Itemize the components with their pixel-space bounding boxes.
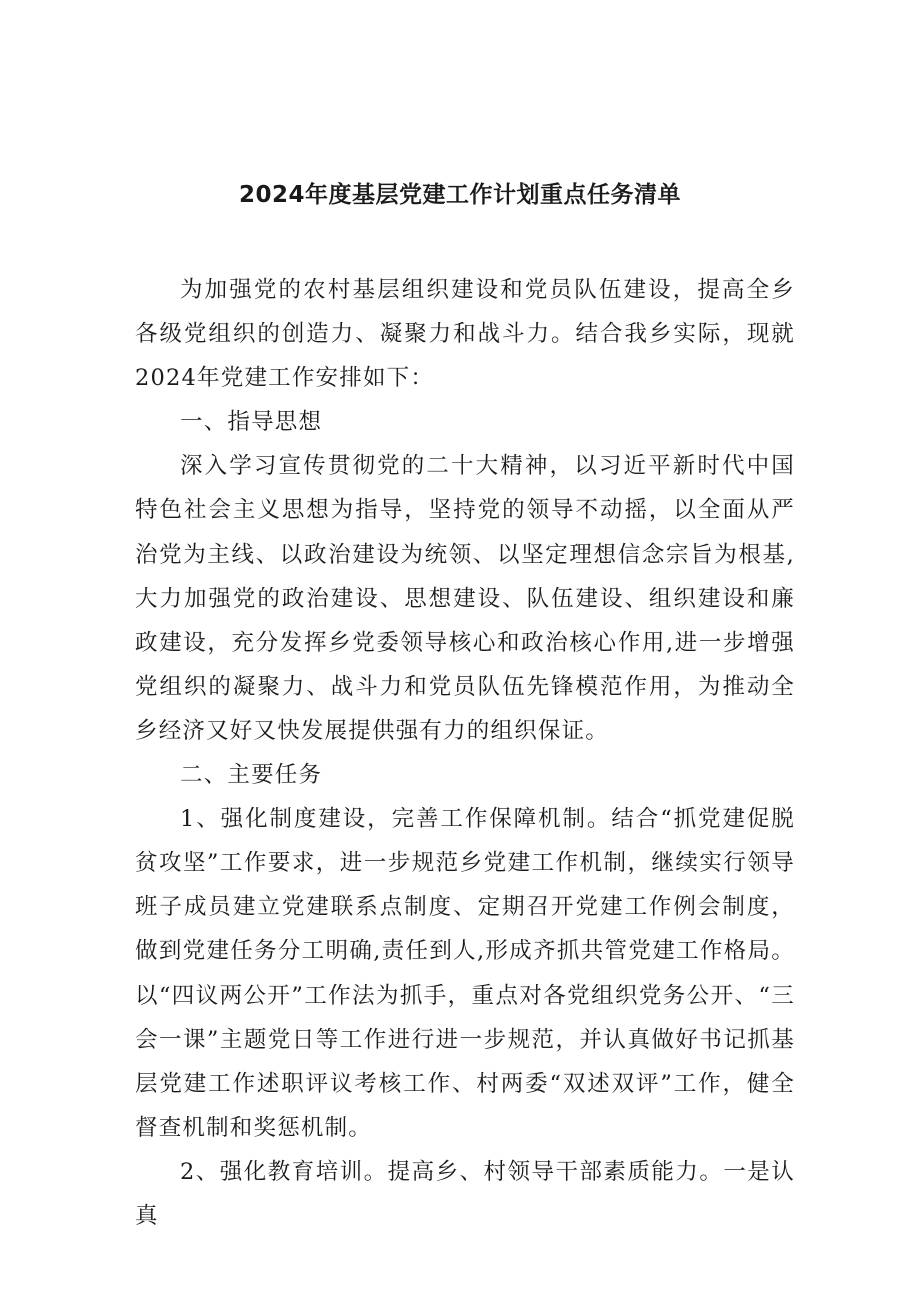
document-title: 2024年度基层党建工作计划重点任务清单 xyxy=(238,182,681,208)
document-body xyxy=(135,268,795,1238)
task-1-paragraph: 1、强化制度建设，完善工作保障机制。结合“抓党建促脱贫攻坚”工作要求，进一步规范乡党建工作机制，继续实行领导班子成员建立党建联系点制度、定期召开党建工作例会制度，做到党建任务分工明确,责任到人,形成齐抓共管党建工作格局。以“四议两公开”工作法为抓手，重点对各党组织党务公开、“三会一课”主题党日等工作进行进一步规范，并认真做好书记抓基层党建工作述职评议考核工作、村两委“双述双评”工作，健全督查机制和奖惩机制。 xyxy=(135,806,795,1141)
task-2-paragraph: 2、强化教育培训。提高乡、村领导干部素质能力。一是认真 xyxy=(135,1158,795,1229)
intro-paragraph: 为加强党的农村基层组织建设和党员队伍建设，提高全乡各级党组织的创造力、凝聚力和战斗力。结合我乡实际，现就2024年党建工作安排如下： xyxy=(135,277,795,392)
section-heading-main-tasks: 二、主要任务 xyxy=(180,762,323,789)
guiding-ideology-paragraph: 深入学习宣传贯彻党的二十大精神，以习近平新时代中国特色社会主义思想为指导，坚持党的领导不动摇，以全面从严治党为主线、以政治建设为统领、以坚定理想信念宗旨为根基,大力加强党的政治建设、思想建设、队伍建设、组织建设和廉政建设，充分发挥乡党委领导核心和政治核心作用,进一步增强党组织的凝聚力、战斗力和党员队伍先锋模范作用，为推动全乡经济又好又快发展提供强有力的组织保证。 xyxy=(135,453,795,744)
section-heading-guiding-ideology: 一、指导思想 xyxy=(180,409,323,436)
